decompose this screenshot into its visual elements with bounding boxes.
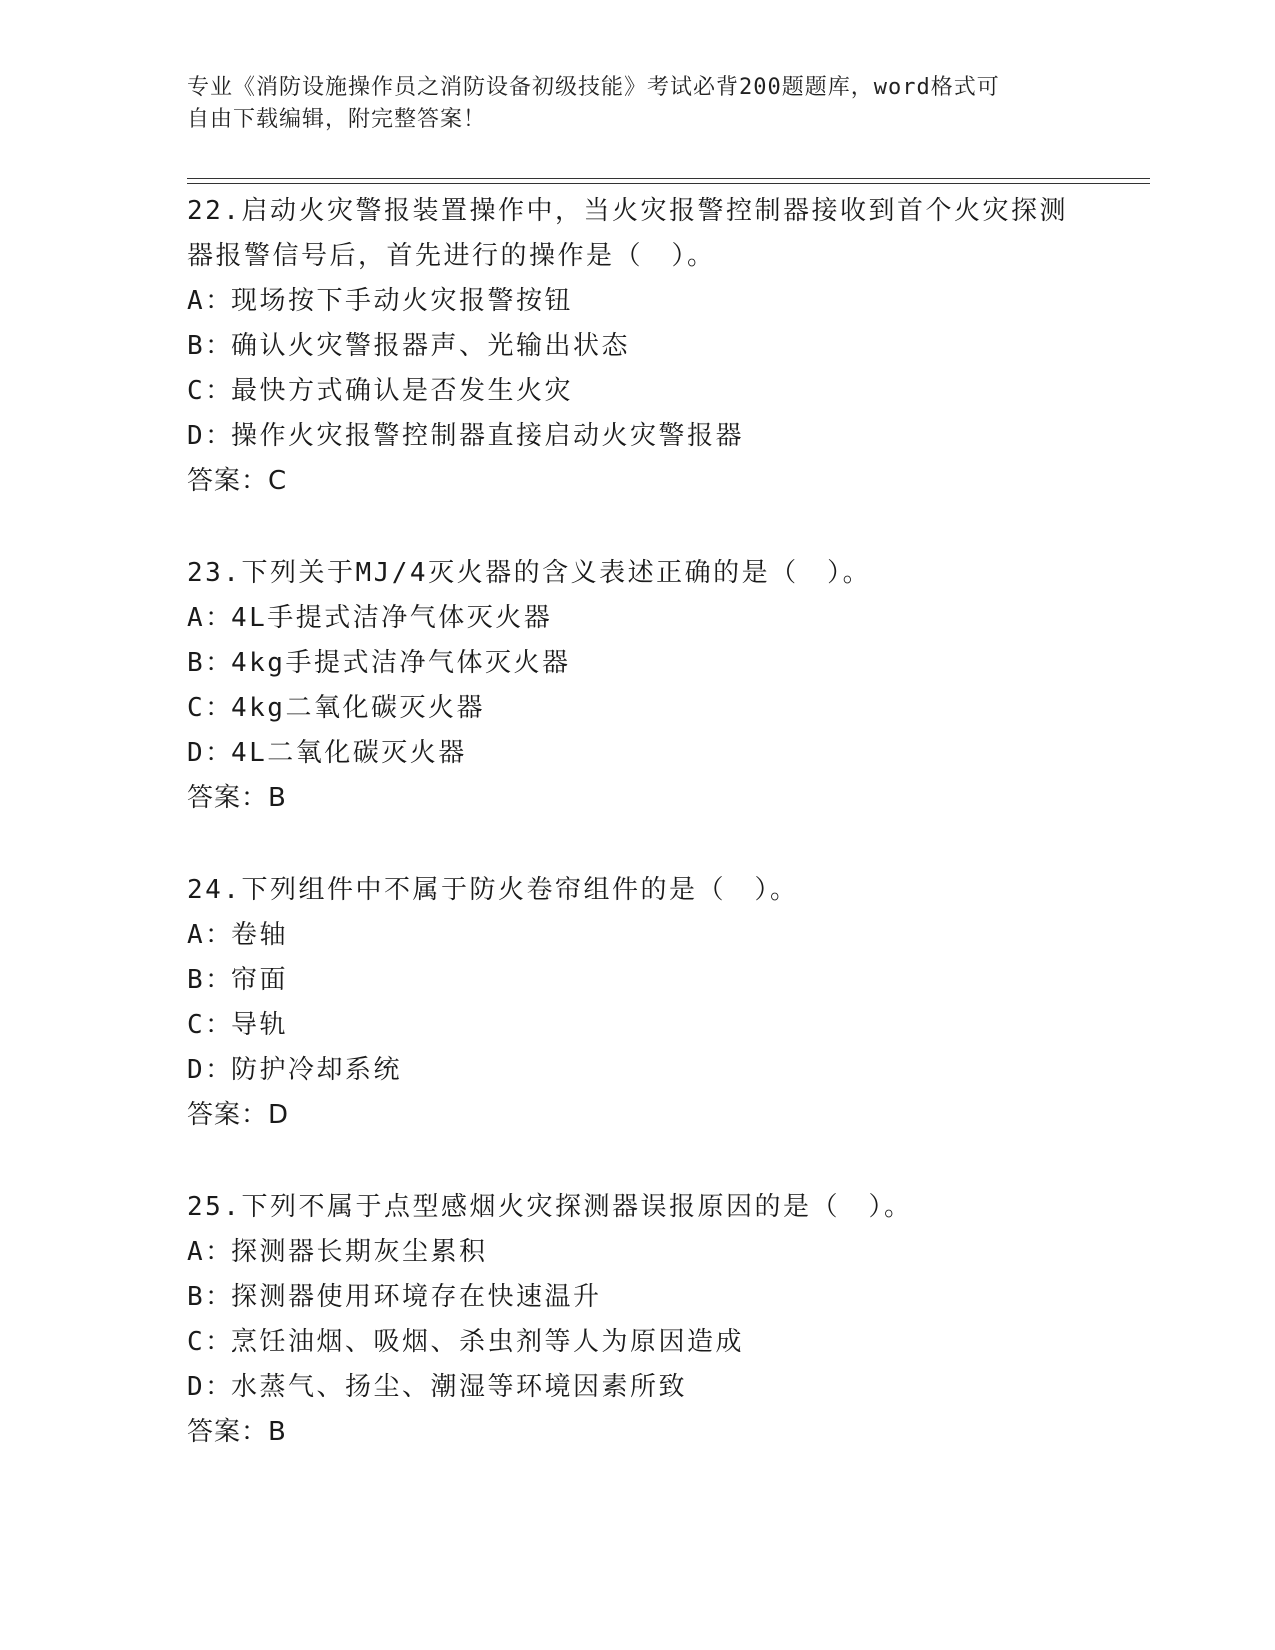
question-stem: 23.下列关于MJ/4灭火器的含义表述正确的是（ ）。	[187, 558, 872, 588]
answer-line	[187, 776, 1087, 821]
option-letter: D：	[187, 1372, 234, 1402]
option-c	[187, 686, 1087, 731]
option-text: 4kg手提式洁净气体灭火器	[231, 648, 571, 678]
answer-value: C	[268, 466, 288, 496]
option-a	[187, 279, 1087, 324]
option-text: 导轨	[231, 1010, 289, 1040]
document-header	[187, 72, 1087, 136]
answer-prefix: 答案：	[187, 1100, 269, 1130]
answer-value: D	[268, 1100, 290, 1130]
option-text: 现场按下手动火灾报警按钮	[231, 286, 574, 316]
option-c	[187, 1320, 1087, 1365]
answer-value: B	[268, 783, 287, 813]
option-text: 探测器使用环境存在快速温升	[231, 1282, 602, 1312]
option-text: 帘面	[231, 965, 289, 995]
option-letter: B：	[187, 965, 234, 995]
option-letter: A：	[187, 286, 234, 316]
option-letter: D：	[187, 738, 234, 768]
option-letter: B：	[187, 1282, 234, 1312]
answer-line	[187, 459, 1087, 504]
option-letter: D：	[187, 1055, 234, 1085]
option-letter: C：	[187, 693, 234, 723]
header-divider-top	[187, 178, 1150, 179]
option-text: 最快方式确认是否发生火灾	[231, 376, 574, 406]
option-text: 确认火灾警报器声、光输出状态	[231, 331, 631, 361]
answer-prefix: 答案：	[187, 466, 269, 496]
option-b	[187, 1275, 1087, 1320]
option-letter: B：	[187, 648, 234, 678]
question-list	[187, 189, 1087, 1502]
option-text: 卷轴	[231, 920, 289, 950]
answer-value: B	[268, 1417, 287, 1447]
option-text: 操作火灾报警控制器直接启动火灾警报器	[231, 421, 745, 451]
option-d	[187, 731, 1087, 776]
option-letter: C：	[187, 376, 234, 406]
option-letter: C：	[187, 1010, 234, 1040]
answer-prefix: 答案：	[187, 783, 269, 813]
question-23	[187, 551, 1087, 821]
answer-line	[187, 1410, 1087, 1455]
header-line-2: 自由下载编辑，附完整答案！	[187, 107, 487, 132]
option-text: 烹饪油烟、吸烟、杀虫剂等人为原因造成	[231, 1327, 745, 1357]
option-letter: A：	[187, 1237, 234, 1267]
option-text: 4kg二氧化碳灭火器	[231, 693, 485, 723]
question-stem: 25.下列不属于点型感烟火灾探测器误报原因的是（ ）。	[187, 1192, 913, 1222]
option-a	[187, 596, 1087, 641]
option-b	[187, 324, 1087, 369]
option-text: 水蒸气、扬尘、潮湿等环境因素所致	[231, 1372, 688, 1402]
option-a	[187, 913, 1087, 958]
option-a	[187, 1230, 1087, 1275]
option-letter: A：	[187, 603, 234, 633]
option-d	[187, 1365, 1087, 1410]
answer-prefix: 答案：	[187, 1417, 269, 1447]
option-letter: D：	[187, 421, 234, 451]
option-text: 防护冷却系统	[231, 1055, 403, 1085]
question-24	[187, 868, 1087, 1138]
header-divider-bottom	[187, 183, 1150, 184]
option-c	[187, 369, 1087, 414]
option-d	[187, 414, 1087, 459]
question-25	[187, 1185, 1087, 1455]
option-text: 探测器长期灰尘累积	[231, 1237, 488, 1267]
question-stem: 24.下列组件中不属于防火卷帘组件的是（ ）。	[187, 875, 799, 905]
option-b	[187, 641, 1087, 686]
option-letter: A：	[187, 920, 234, 950]
option-letter: B：	[187, 331, 234, 361]
question-stem-continued: 器报警信号后，首先进行的操作是（ ）。	[187, 241, 716, 271]
option-letter: C：	[187, 1327, 234, 1357]
header-line-1: 专业《消防设施操作员之消防设备初级技能》考试必背200题题库，word格式可	[187, 75, 1000, 100]
answer-line	[187, 1093, 1087, 1138]
option-d	[187, 1048, 1087, 1093]
option-c	[187, 1003, 1087, 1048]
option-text: 4L二氧化碳灭火器	[231, 738, 467, 768]
option-text: 4L手提式洁净气体灭火器	[231, 603, 553, 633]
option-b	[187, 958, 1087, 1003]
question-22	[187, 189, 1087, 504]
question-stem: 22.启动火灾警报装置操作中，当火灾报警控制器接收到首个火灾探测	[187, 196, 1068, 226]
